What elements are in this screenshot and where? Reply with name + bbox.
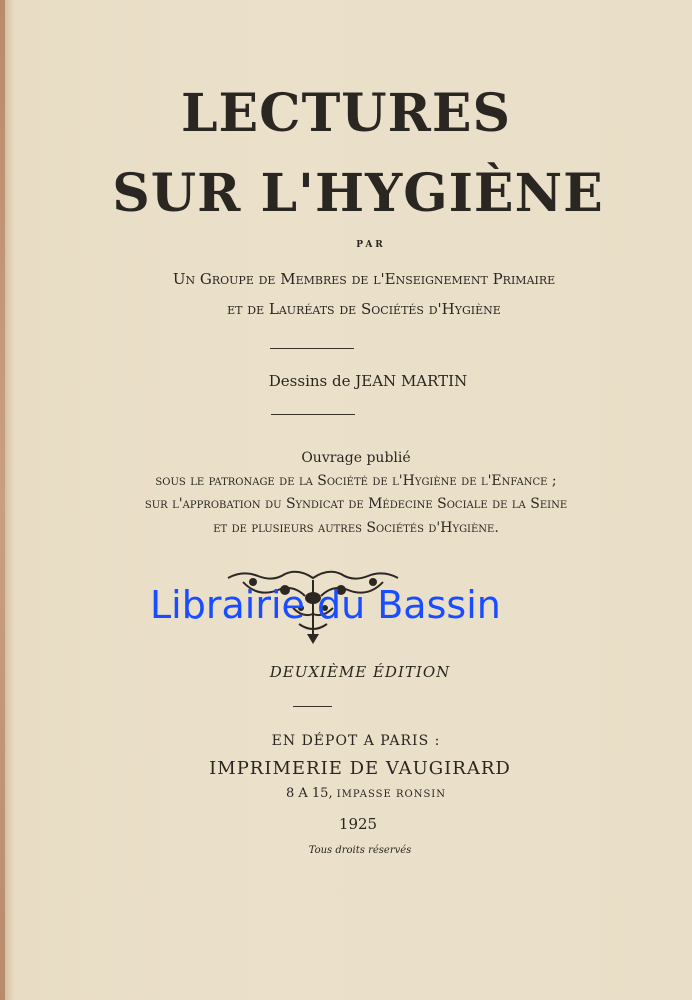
divider-rule (271, 414, 355, 415)
edition-label: DEUXIÈME ÉDITION (269, 663, 451, 681)
par-label: PAR (356, 240, 386, 250)
book-title-line1: LECTURES (180, 83, 512, 144)
publisher-name: IMPRIMERIE DE VAUGIRARD (209, 758, 511, 779)
patronage-line2: sous le patronage de la Société de l'Hygiène de l'Enfance ; (155, 473, 557, 489)
rights-notice: Tous droits réservés (308, 845, 412, 856)
book-title-line2: SUR L'HYGIÈNE (112, 163, 604, 224)
divider-rule (293, 706, 332, 707)
publication-year: 1925 (338, 815, 378, 833)
divider-rule (270, 348, 354, 349)
patronage-line3: sur l'approbation du Syndicat de Médecine Sociale de la Seine (144, 496, 568, 512)
address-numbers: 8 A 15, (285, 786, 333, 801)
illustrator-credit: Dessins de JEAN MARTIN (268, 372, 468, 390)
watermark-text: Librairie du Bassin (150, 583, 501, 627)
depot-line: EN DÉPOT A PARIS : (271, 733, 441, 749)
patronage-line4: et de plusieurs autres Sociétés d'Hygiène. (213, 520, 499, 536)
authors-line1: Un Groupe de Membres de l'Enseignement Primaire (172, 270, 556, 288)
page-edge (0, 0, 5, 1000)
address-street: IMPASSE RONSIN (336, 789, 446, 800)
authors-line2: et de Lauréats de Sociétés d'Hygiène (227, 300, 501, 318)
publisher-address (20, 786, 692, 801)
patronage-line1: Ouvrage publié (301, 450, 411, 466)
